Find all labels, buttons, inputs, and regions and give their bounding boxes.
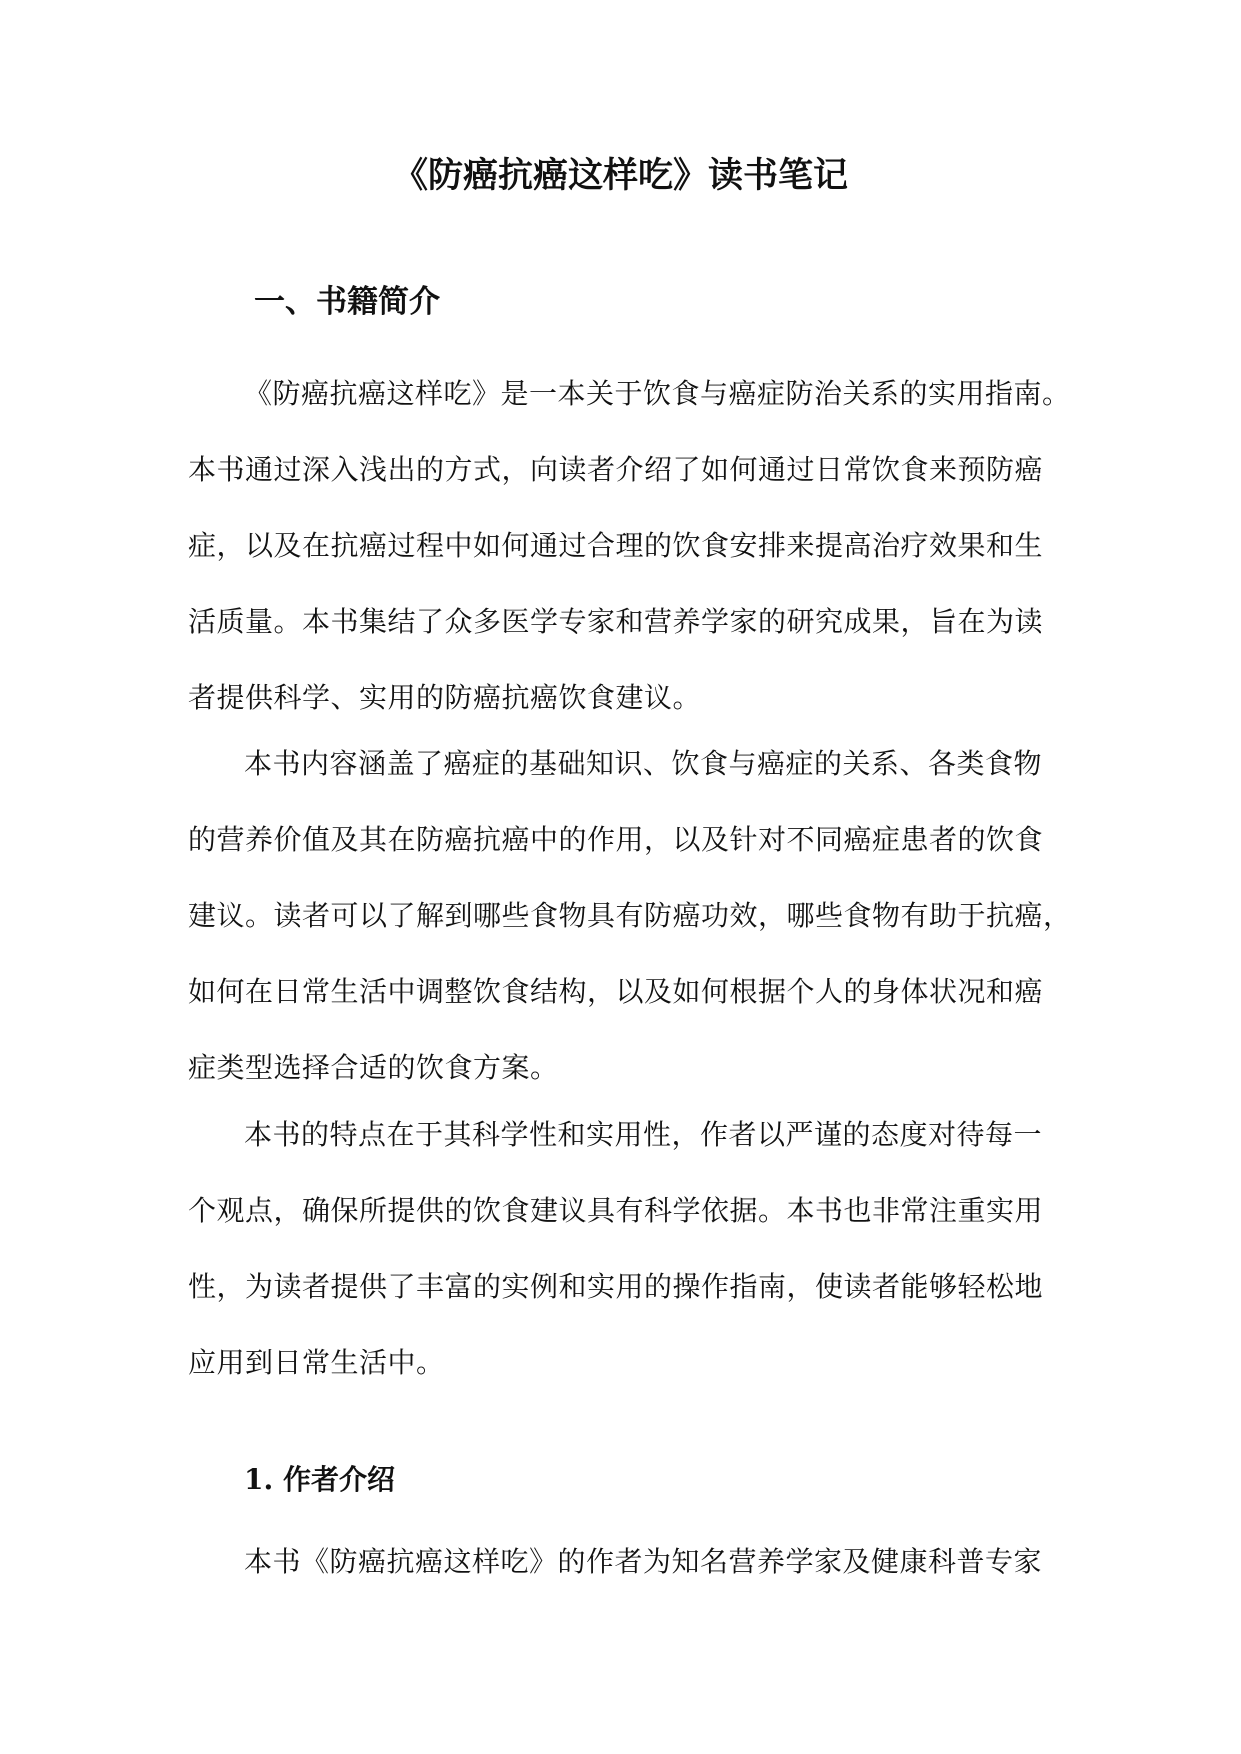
paragraph-line: 的营养价值及其在防癌抗癌中的作用，以及针对不同癌症患者的饮食 bbox=[188, 823, 1044, 856]
paragraph-line: 本书的特点在于其科学性和实用性，作者以严谨的态度对待每一 bbox=[244, 1118, 1043, 1151]
paragraph-line: 症类型选择合适的饮食方案。 bbox=[188, 1051, 559, 1084]
paragraph-line: 本书《防癌抗癌这样吃》的作者为知名营养学家及健康科普专家 bbox=[244, 1545, 1043, 1578]
subsection-heading-author: 1. 作者介绍 bbox=[244, 1463, 395, 1496]
paragraph-line: 性，为读者提供了丰富的实例和实用的操作指南，使读者能够轻松地 bbox=[188, 1270, 1044, 1303]
paragraph-line: 如何在日常生活中调整饮食结构，以及如何根据个人的身体状况和癌 bbox=[188, 975, 1044, 1008]
paragraph-intro-3 bbox=[188, 1097, 1054, 1401]
document-title: 《防癌抗癌这样吃》读书笔记 bbox=[392, 155, 848, 196]
paragraph-line: 个观点，确保所提供的饮食建议具有科学依据。本书也非常注重实用 bbox=[188, 1194, 1044, 1227]
paragraph-line: 本书通过深入浅出的方式，向读者介绍了如何通过日常饮食来预防癌 bbox=[188, 453, 1044, 486]
paragraph-line: 活质量。本书集结了众多医学专家和营养学家的研究成果，旨在为读 bbox=[188, 605, 1044, 638]
paragraph-line: 本书内容涵盖了癌症的基础知识、饮食与癌症的关系、各类食物 bbox=[244, 747, 1043, 780]
paragraph-line: 应用到日常生活中。 bbox=[188, 1346, 445, 1379]
paragraph-intro-2 bbox=[188, 726, 1072, 1106]
paragraph-line: 者提供科学、实用的防癌抗癌饮食建议。 bbox=[188, 681, 702, 714]
paragraph-line: 症，以及在抗癌过程中如何通过合理的饮食安排来提高治疗效果和生 bbox=[188, 529, 1044, 562]
paragraph-author bbox=[188, 1524, 1054, 1600]
paragraph-line: 《防癌抗癌这样吃》是一本关于饮食与癌症防治关系的实用指南。 bbox=[244, 377, 1071, 410]
paragraph-intro-1 bbox=[188, 356, 1071, 736]
paragraph-line: 建议。读者可以了解到哪些食物具有防癌功效，哪些食物有助于抗癌， bbox=[188, 899, 1072, 932]
section-heading-book-intro: 一、书籍简介 bbox=[254, 284, 440, 320]
